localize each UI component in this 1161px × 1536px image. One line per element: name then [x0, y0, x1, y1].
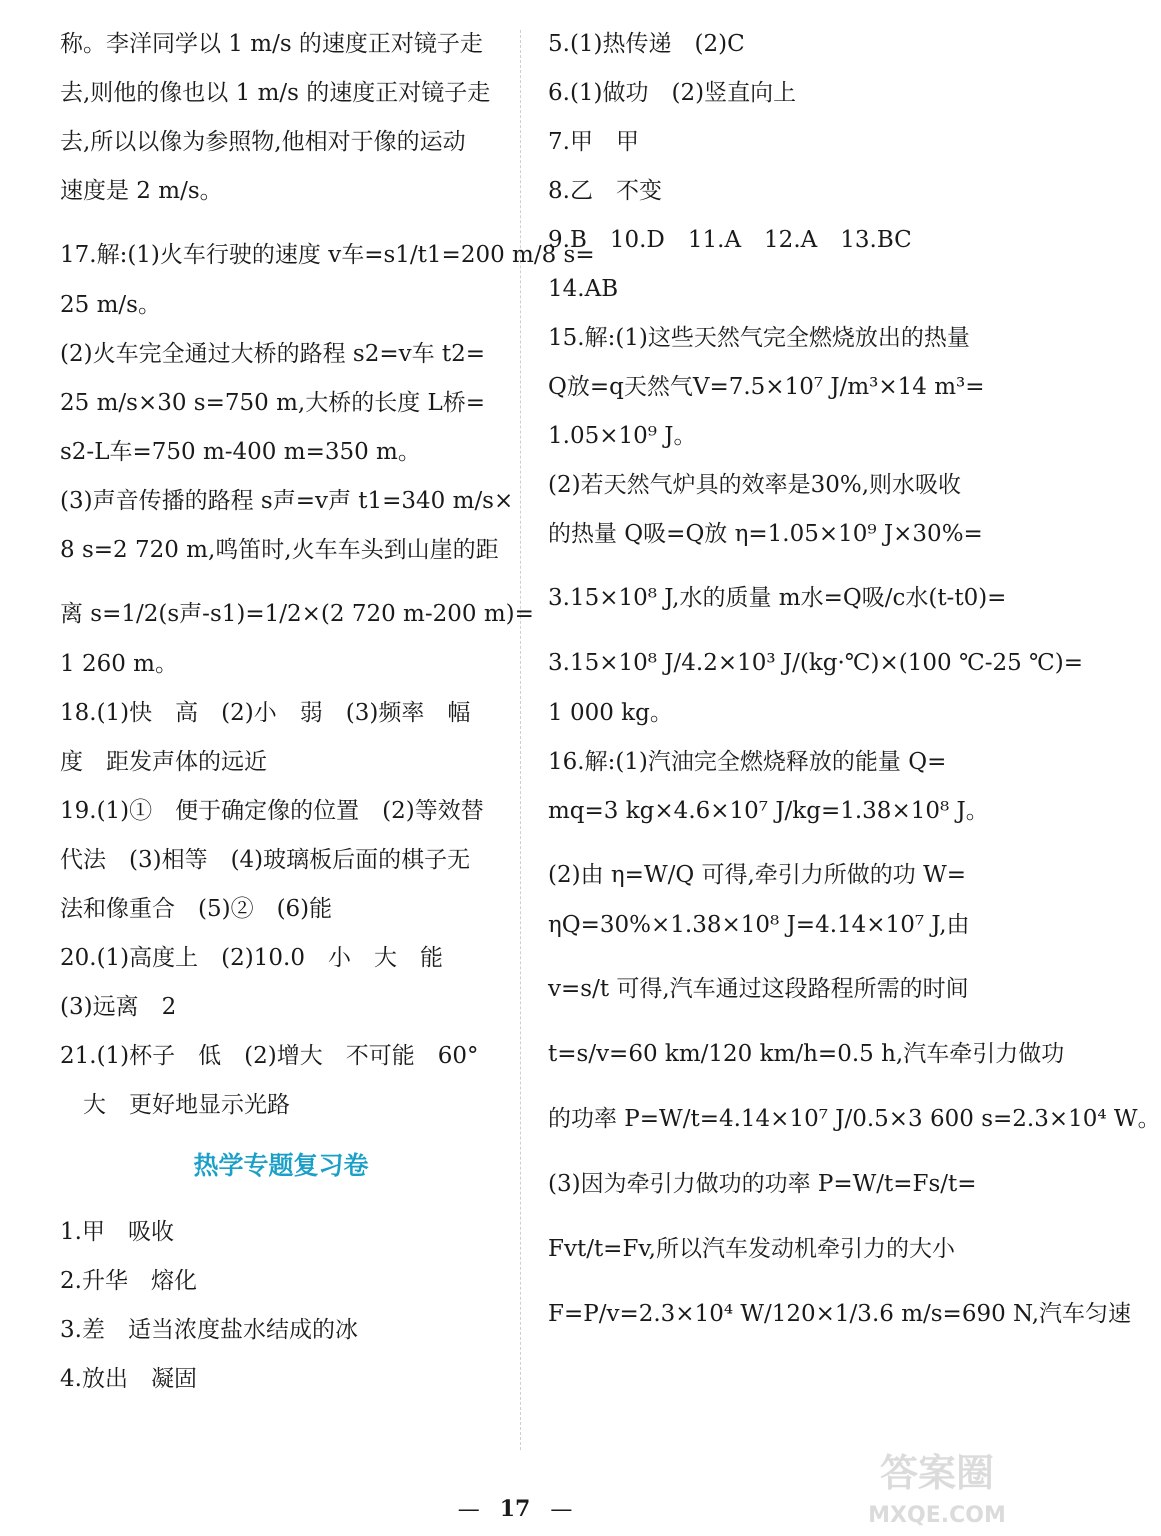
watermark-top: 答案圈: [879, 1451, 995, 1495]
text-line: 18.(1)快 高 (2)小 弱 (3)频率 幅: [60, 700, 471, 726]
text-line: (2)若天然气炉具的效率是30%,则水吸收: [548, 472, 962, 498]
text-line: 的功率 P=W/t=4.14×10⁷ J/0.5×3 600 s=2.3×10⁴ W。: [548, 1106, 1161, 1132]
text-line: 16.解:(1)汽油完全燃烧释放的能量 Q=: [548, 749, 947, 775]
text-line: Fvt/t=Fv,所以汽车发动机牵引力的大小: [548, 1236, 955, 1262]
text-line: 1.甲 吸收: [60, 1219, 174, 1245]
text-line: 大 更好地显示光路: [60, 1092, 290, 1118]
text-line: (3)声音传播的路程 s声=v声 t1=340 m/s×: [60, 488, 514, 514]
text-line: 3.差 适当浓度盐水结成的冰: [60, 1317, 358, 1343]
text-line: 2.升华 熔化: [60, 1268, 197, 1294]
text-line: mq=3 kg×4.6×10⁷ J/kg=1.38×10⁸ J。: [548, 798, 989, 824]
text-line: 称。李洋同学以 1 m/s 的速度正对镜子走: [60, 31, 483, 57]
text-line: 速度是 2 m/s。: [60, 178, 223, 204]
page-number-text: 17: [499, 1496, 531, 1522]
text-line: 25 m/s。: [60, 292, 161, 318]
text-line: 离 s=1/2(s声-s1)=1/2×(2 720 m-200 m)=: [60, 601, 534, 627]
text-line: 度 距发声体的远近: [60, 749, 267, 775]
text-line: (3)远离 2: [60, 994, 177, 1020]
text-line: 1.05×10⁹ J。: [548, 423, 697, 449]
text-line: F=P/v=2.3×10⁴ W/120×1/3.6 m/s=690 N,汽车匀速: [548, 1301, 1132, 1327]
text-line: 法和像重合 (5)② (6)能: [60, 896, 333, 922]
text-line: 8 s=2 720 m,鸣笛时,火车车头到山崖的距: [60, 537, 499, 563]
text-line: 3.15×10⁸ J/4.2×10³ J/(kg·℃)×(100 ℃-25 ℃)=: [548, 650, 1084, 676]
text-line: v=s/t 可得,汽车通过这段路程所需的时间: [548, 976, 969, 1002]
text-line: (3)因为牵引力做功的功率 P=W/t=Fs/t=: [548, 1171, 977, 1197]
text-line: 去,则他的像也以 1 m/s 的速度正对镜子走: [60, 80, 491, 106]
text-line: t=s/v=60 km/120 km/h=0.5 h,汽车牵引力做功: [548, 1041, 1065, 1067]
text-line: s2-L车=750 m-400 m=350 m。: [60, 439, 421, 465]
text-line: 4.放出 凝固: [60, 1366, 197, 1392]
text-line: 15.解:(1)这些天然气完全燃烧放出的热量: [548, 325, 970, 351]
text-line: 1 260 m。: [60, 651, 178, 677]
section-title: 热学专题复习卷: [193, 1151, 369, 1180]
text-line: 3.15×10⁸ J,水的质量 m水=Q吸/c水(t-t0)=: [548, 585, 1007, 611]
text-line: Q放=q天然气V=7.5×10⁷ J/m³×14 m³=: [548, 374, 985, 400]
text-line: 17.解:(1)火车行驶的速度 v车=s1/t1=200 m/8 s=: [60, 242, 595, 268]
text-line: ηQ=30%×1.38×10⁸ J=4.14×10⁷ J,由: [548, 912, 970, 938]
text-line: 7.甲 甲: [548, 129, 639, 155]
text-line: 1 000 kg。: [548, 700, 673, 726]
text-line: 20.(1)高度上 (2)10.0 小 大 能: [60, 945, 443, 971]
text-line: 的热量 Q吸=Q放 η=1.05×10⁹ J×30%=: [548, 521, 983, 547]
text-line: 19.(1)① 便于确定像的位置 (2)等效替: [60, 798, 484, 824]
text-line: (2)由 η=W/Q 可得,牵引力所做的功 W=: [548, 862, 967, 888]
text-line: 25 m/s×30 s=750 m,大桥的长度 L桥=: [60, 390, 486, 416]
text-line: 去,所以以像为参照物,他相对于像的运动: [60, 129, 466, 155]
text-line: 14.AB: [548, 276, 619, 302]
text-line: 9.B 10.D 11.A 12.A 13.BC: [548, 227, 912, 253]
watermark-bottom: MXQE.COM: [868, 1503, 1006, 1528]
text-line: 代法 (3)相等 (4)玻璃板后面的棋子无: [60, 847, 471, 873]
text-line: 6.(1)做功 (2)竖直向上: [548, 80, 797, 106]
text-line: (2)火车完全通过大桥的路程 s2=v车 t2=: [60, 341, 486, 367]
text-line: 21.(1)杯子 低 (2)增大 不可能 60°: [60, 1043, 479, 1069]
text-line: 5.(1)热传递 (2)C: [548, 31, 745, 57]
watermark-logo: [862, 1444, 1012, 1530]
text-line: 8.乙 不变: [548, 178, 662, 204]
page-number: — 17 —: [457, 1496, 573, 1522]
right-column: [548, 28, 1161, 1348]
